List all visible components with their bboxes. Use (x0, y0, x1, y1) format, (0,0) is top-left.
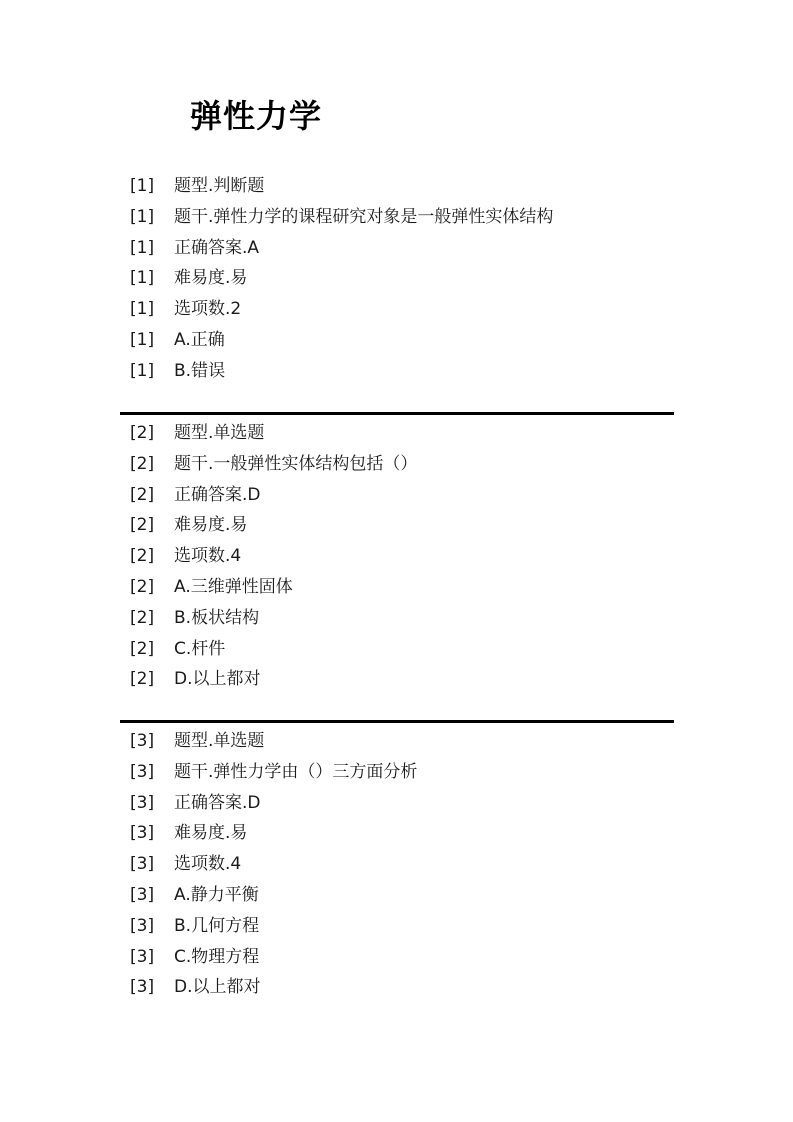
correct-answer: 正确答案.D (174, 792, 261, 813)
option-a: A.三维弹性固体 (174, 576, 293, 597)
difficulty: 难易度.易 (174, 268, 248, 289)
option-b: B.几何方程 (174, 915, 260, 936)
question-number: [1] (130, 237, 155, 258)
option-a: A.正确 (174, 329, 225, 350)
question-number: [2] (130, 515, 155, 536)
question-number: [2] (130, 607, 155, 628)
difficulty-line (0, 818, 793, 849)
correct-answer-line (0, 480, 793, 511)
section-divider (120, 720, 674, 723)
question-number: [3] (130, 792, 155, 813)
option-count-line (0, 294, 793, 325)
question-number: [2] (130, 546, 155, 567)
option-line (0, 972, 793, 1003)
correct-answer-line (0, 233, 793, 264)
correct-answer: 正确答案.D (174, 484, 261, 505)
option-count-line (0, 541, 793, 572)
correct-answer: 正确答案.A (174, 237, 260, 258)
option-line (0, 603, 793, 634)
question-number: [3] (130, 823, 155, 844)
option-d: D.以上都对 (174, 669, 261, 690)
question-number: [3] (130, 731, 155, 751)
question-number: [1] (130, 176, 155, 196)
document-title: 弹性力学 (190, 97, 323, 135)
question-type: 题型.单选题 (174, 731, 265, 751)
question-type-line (0, 418, 793, 449)
question-number: [2] (130, 576, 155, 597)
option-line (0, 880, 793, 911)
question-number: [1] (130, 299, 155, 320)
option-b: B.错误 (174, 360, 226, 381)
question-number: [3] (130, 884, 155, 905)
option-line (0, 572, 793, 603)
option-count: 选项数.4 (174, 546, 242, 567)
question-type-line (0, 726, 793, 757)
question-stem: 题干.一般弹性实体结构包括（） (174, 453, 418, 474)
option-b: B.板状结构 (174, 607, 260, 628)
question-type: 题型.单选题 (174, 423, 265, 443)
option-c: C.物理方程 (174, 946, 260, 967)
option-c: C.杆件 (174, 638, 226, 659)
difficulty: 难易度.易 (174, 823, 248, 844)
question-number: [3] (130, 761, 155, 782)
question-number: [2] (130, 423, 155, 443)
option-line (0, 325, 793, 356)
question-number: [1] (130, 206, 155, 227)
option-line (0, 634, 793, 665)
question-number: [3] (130, 977, 155, 998)
option-count: 选项数.4 (174, 854, 242, 875)
question-stem-line (0, 202, 793, 233)
question-number: [3] (130, 915, 155, 936)
correct-answer-line (0, 788, 793, 819)
option-a: A.静力平衡 (174, 884, 259, 905)
question-type: 题型.判断题 (174, 176, 265, 196)
question-number: [2] (130, 669, 155, 690)
question-number: [1] (130, 360, 155, 381)
option-line (0, 664, 793, 695)
question-number: [3] (130, 946, 155, 967)
option-count: 选项数.2 (174, 299, 242, 320)
question-stem-line (0, 449, 793, 480)
question-stem-line (0, 757, 793, 788)
difficulty-line (0, 510, 793, 541)
option-line (0, 911, 793, 942)
question-1 (0, 171, 793, 387)
question-number: [2] (130, 484, 155, 505)
question-stem: 题干.弹性力学的课程研究对象是一般弹性实体结构 (174, 206, 554, 227)
option-line (0, 356, 793, 387)
difficulty-line (0, 263, 793, 294)
option-d: D.以上都对 (174, 977, 261, 998)
question-number: [1] (130, 329, 155, 350)
section-divider (120, 412, 674, 415)
question-number: [2] (130, 638, 155, 659)
question-number: [1] (130, 268, 155, 289)
question-2 (0, 418, 793, 695)
question-3 (0, 726, 793, 1003)
question-type-line (0, 171, 793, 202)
question-number: [3] (130, 854, 155, 875)
option-count-line (0, 849, 793, 880)
question-stem: 题干.弹性力学由（）三方面分析 (174, 761, 418, 782)
difficulty: 难易度.易 (174, 515, 248, 536)
option-line (0, 942, 793, 973)
question-number: [2] (130, 453, 155, 474)
